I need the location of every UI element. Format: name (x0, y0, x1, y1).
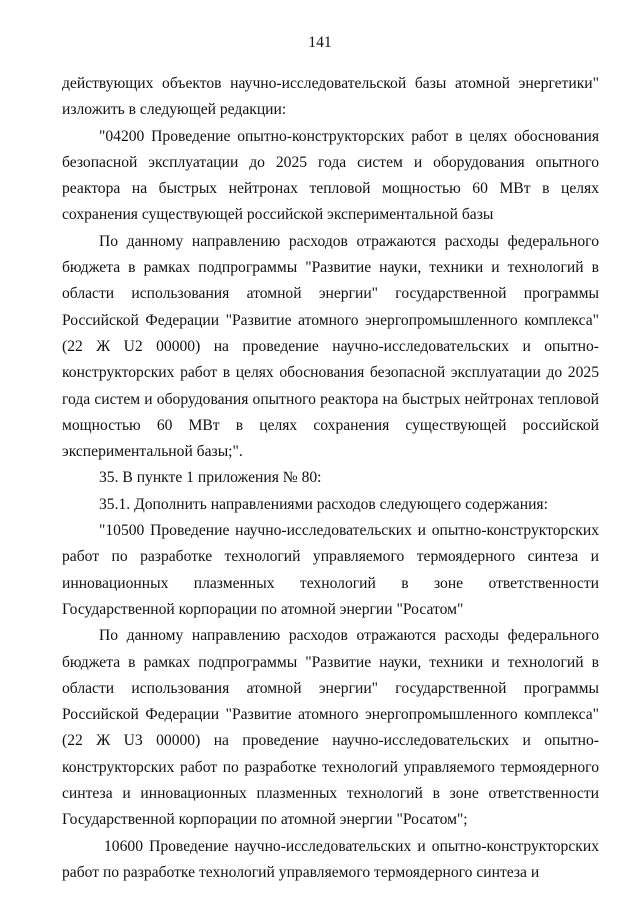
paragraph-item-35-1: 35.1. Дополнить направлениями расходов следующего содержания: (99, 495, 548, 513)
paragraph-10600-title: 10600 Проведение научно-исследовательских и опытно-конструкторских работ по разработке технологий управляемого термоядерного синтеза и (62, 837, 599, 881)
page-number: 141 (308, 34, 332, 51)
paragraph-item-35: 35. В пункте 1 приложения № 80: (99, 469, 322, 487)
paragraph-04200-description: По данному направлению расходов отражаются расходы федерального бюджета в рамках подпрограммы "Развитие науки, техники и технологий в области использования атомной энергии" государственной программы Российской Федерации "Развитие атомного энергопромышленного комплекса" (22 Ж U2 00000) на проведение научно-исследовательских и опытно-конструкторских работ в целях обоснования безопасной эксплуатации до 2025 года систем и оборудования опытного реактора на быстрых нейтронах тепловой мощностью 60 МВт в целях сохранения существующей российской экспериментальной базы;". (62, 232, 599, 461)
document-body (62, 71, 599, 886)
paragraph-10500-description: По данному направлению расходов отражаются расходы федерального бюджета в рамках подпрограммы "Развитие науки, техники и технологий в области использования атомной энергии" государственной программы Российской Федерации "Развитие атомного энергопромышленного комплекса" (22 Ж U3 00000) на проведение научно-исследовательских и опытно-конструкторских работ по разработке технологий управляемого термоядерного синтеза и инновационных плазменных технологий в зоне ответственности Государственной корпорации по атомной энергии "Росатом"; (62, 627, 599, 829)
paragraph-10500-title: "10500 Проведение научно-исследовательских и опытно-конструкторских работ по разработке технологий управляемого термоядерного синтеза и инновационных плазменных технологий в зоне ответственности Государственной корпорации по атомной энергии "Росатом" (62, 522, 599, 618)
paragraph-continuation: действующих объектов научно-исследовательской базы атомной энергетики" изложить в следующей редакции: (62, 75, 599, 119)
paragraph-04200-title: "04200 Проведение опытно-конструкторских работ в целях обоснования безопасной эксплуатации до 2025 года систем и оборудования опытного реактора на быстрых нейтронах тепловой мощностью 60 МВт в целях сохранения существующей российской экспериментальной базы (62, 127, 599, 224)
